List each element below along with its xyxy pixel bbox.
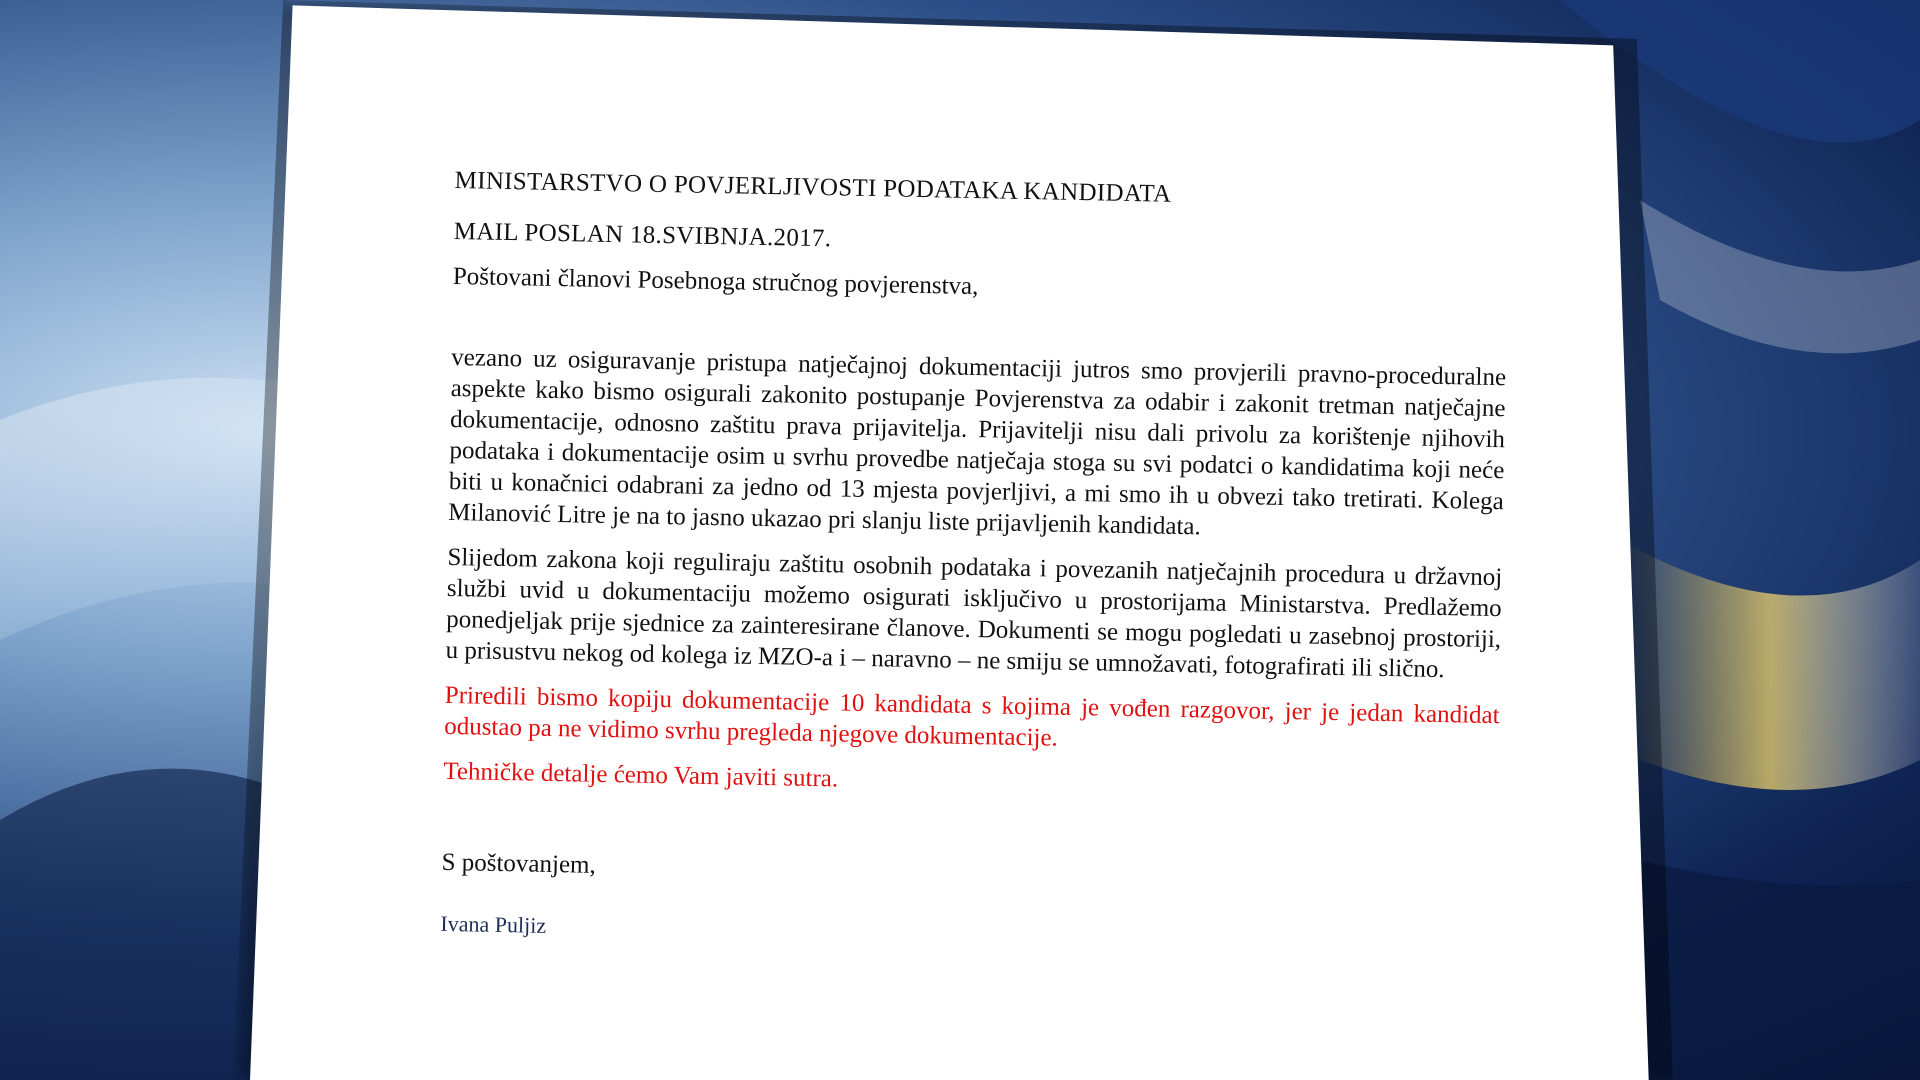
document-content — [440, 165, 1510, 959]
paragraph-3-highlight: Priredili bismo kopiju dokumentacije 10 kandidata s kojima je vođen razgovor, jer je jedan kandidat odustao pa ne vidimo svrhu pregleda njegove dokumentacije. — [443, 681, 1500, 752]
closing: S poštovanjem, — [441, 848, 597, 879]
paragraph-2: Slijedom zakona koji reguliraju zaštitu osobnih podataka i povezanih natječajnih procedura u državnoj službi uvid u dokumentaciju možemo osigurati isključivo u prostorijama Ministarstva. Predlažemo ponedjeljak prije sjednice za zainteresirane članove. Dokumenti se mogu pogledati u zasebnoj prostoriji, u prisustvu nekog od kolega iz MZO-a i – naravno – ne smiju se umnožavati, fotografirati ili slično. — [445, 543, 1503, 684]
document-header: MINISTARSTVO O POVJERLJIVOSTI PODATAKA KANDIDATA — [454, 166, 1172, 208]
paragraph-1: vezano uz osiguravanje pristupa natječajnoj dokumentaciji jutros smo provjerili pravno-proceduralne aspekte kako bismo osigurali zakonito postupanje Povjerenstva za odabir i zakonit tretman natječajne dokumentacije, odnosno zaštitu prava prijavitelja. Prijavitelji nisu dali privolu za korištenje njihovih podataka i dokumentacije osim u svrhu provedbe natječaja stoga su svi podatci o kandidatima koji neće biti u konačnici odabrani za jedno od 13 mjesta povjerljivi, a mi smo ih u obvezi tako tretirati. Kolega Milanović Litre je na to jasno ukazao pri slanju liste prijavljenih kandidata. — [448, 343, 1507, 541]
paragraph-4-highlight: Tehničke detalje ćemo Vam javiti sutra. — [443, 757, 839, 793]
salutation: Poštovani članovi Posebnoga stručnog povjerenstva, — [452, 262, 979, 301]
signature: Ivana Puljiz — [440, 910, 547, 938]
mail-date: MAIL POSLAN 18.SVIBNJA.2017. — [453, 217, 832, 253]
